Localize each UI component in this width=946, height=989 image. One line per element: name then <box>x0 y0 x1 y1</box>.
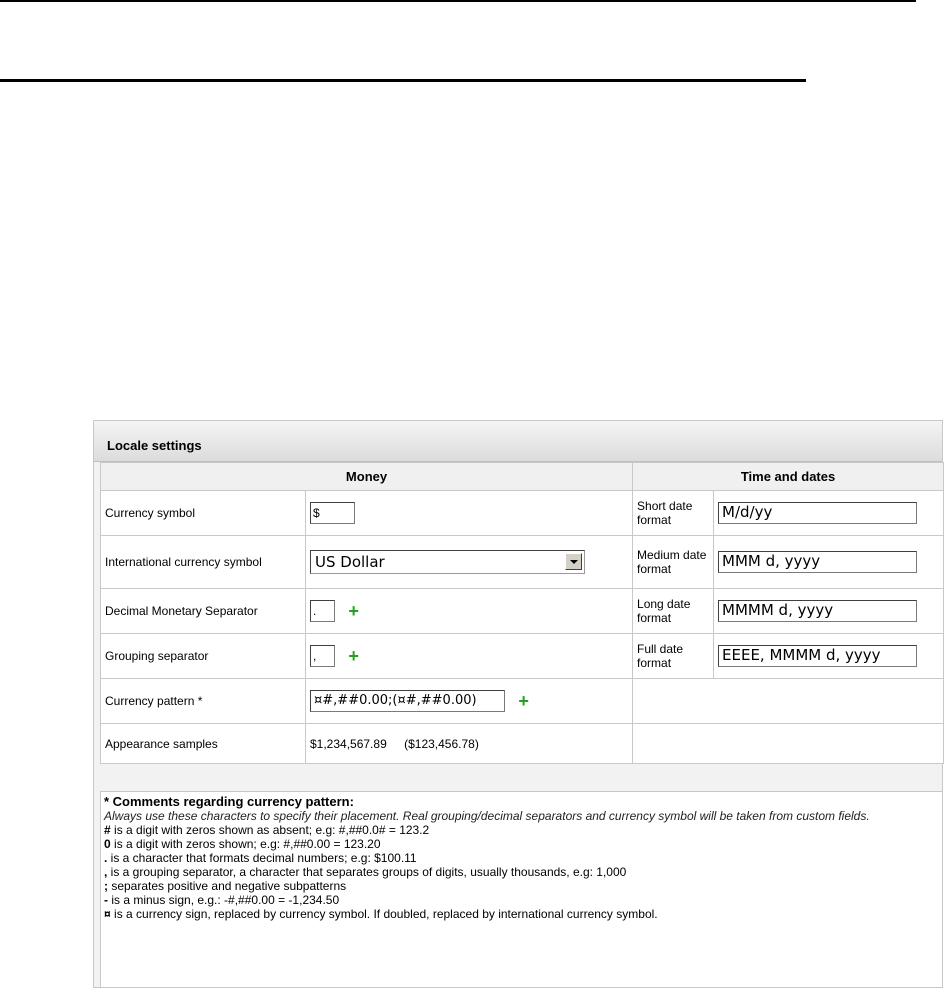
add-decimal-separator-icon[interactable]: + <box>348 600 359 621</box>
time-dates-header: Time and dates <box>633 463 944 491</box>
chevron-down-icon[interactable] <box>565 553 582 570</box>
currency-pattern-input[interactable]: ¤#,##0.00;(¤#,##0.00) <box>310 690 505 712</box>
comment-line: # is a digit with zeros shown as absent; e.g: #,##0.0# = 123.2 <box>104 823 430 837</box>
add-grouping-separator-icon[interactable]: + <box>348 645 359 666</box>
top-rule <box>0 0 916 2</box>
currency-symbol-label: Currency symbol <box>101 491 306 536</box>
locale-settings-table <box>100 462 944 764</box>
sample-negative: ($123,456.78) <box>404 736 479 751</box>
currency-symbol-input[interactable]: $ <box>310 502 355 524</box>
empty-cell <box>633 724 944 764</box>
locale-settings-panel <box>93 420 943 988</box>
full-date-input[interactable]: EEEE, MMMM d, yyyy <box>718 645 917 667</box>
decimal-separator-input[interactable]: . <box>310 600 335 622</box>
long-date-label: Long date format <box>633 589 714 634</box>
empty-cell <box>633 679 944 724</box>
grouping-separator-input[interactable]: , <box>310 645 335 667</box>
intl-currency-label: International currency symbol <box>101 536 306 589</box>
currency-pattern-comments <box>100 791 943 988</box>
comment-line: , is a grouping separator, a character that separates groups of digits, usually thousands, e.g: 1,000 <box>104 865 627 879</box>
money-header: Money <box>101 463 633 491</box>
comments-intro: Always use these characters to specify their placement. Real grouping/decimal separators and currency symbol will be taken from custom fields. <box>104 809 870 823</box>
add-currency-pattern-icon[interactable]: + <box>518 690 529 711</box>
comment-line: - is a minus sign, e.g.: -#,##0.00 = -1,234.50 <box>104 893 340 907</box>
currency-pattern-label: Currency pattern * <box>101 679 306 724</box>
short-date-label: Short date format <box>633 491 714 536</box>
intl-currency-select[interactable] <box>310 550 585 574</box>
long-date-input[interactable]: MMMM d, yyyy <box>718 600 917 622</box>
sample-positive: $1,234,567.89 <box>310 736 387 751</box>
comment-line: . is a character that formats decimal numbers; e.g: $100.11 <box>104 851 417 865</box>
comment-line: ¤ is a currency sign, replaced by currency symbol. If doubled, replaced by international currency symbol. <box>104 907 658 921</box>
comment-line: ; separates positive and negative subpatterns <box>104 879 347 893</box>
grouping-separator-label: Grouping separator <box>101 634 306 679</box>
intl-currency-value: US Dollar <box>315 553 385 571</box>
section-rule <box>0 79 806 82</box>
appearance-samples-label: Appearance samples <box>101 724 306 764</box>
medium-date-label: Medium date format <box>633 536 714 589</box>
medium-date-input[interactable]: MMM d, yyyy <box>718 551 917 573</box>
short-date-input[interactable]: M/d/yy <box>718 502 917 524</box>
full-date-label: Full date format <box>633 634 714 679</box>
decimal-separator-label: Decimal Monetary Separator <box>101 589 306 634</box>
comment-line: 0 is a digit with zeros shown; e.g: #,##0.00 = 123.20 <box>104 837 381 851</box>
panel-title: Locale settings <box>107 438 202 453</box>
appearance-samples <box>306 724 633 764</box>
panel-header <box>94 421 942 462</box>
comments-title: * Comments regarding currency pattern: <box>104 794 354 809</box>
